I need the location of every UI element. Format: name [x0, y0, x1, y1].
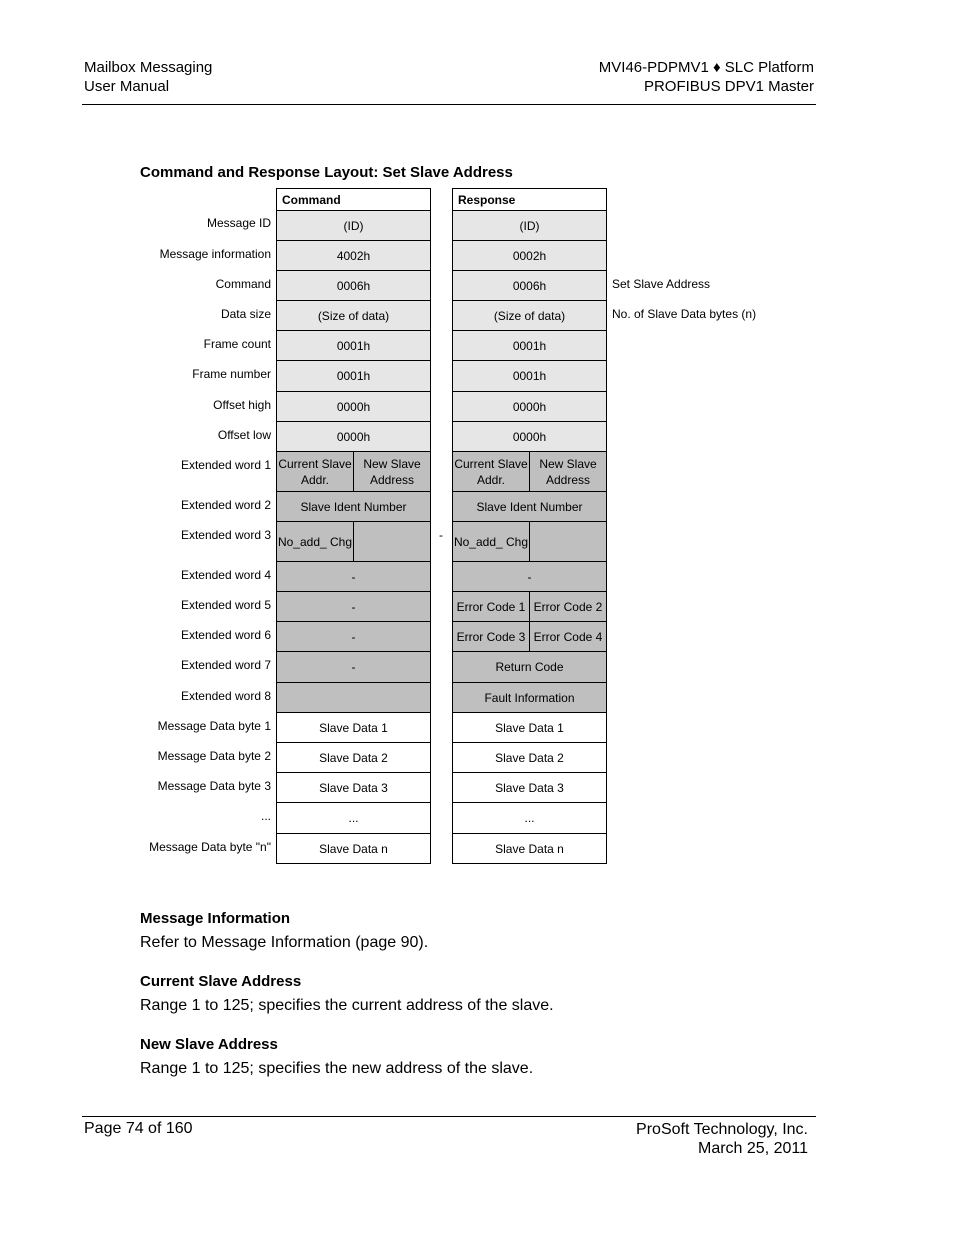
table-cell [276, 492, 431, 522]
row-label: Message information [159, 247, 271, 261]
header-protocol: PROFIBUS DPV1 Master [643, 78, 814, 95]
table-cell [452, 773, 607, 803]
cell-text: 0000h [336, 429, 371, 444]
header-divider [82, 104, 816, 105]
cell-text: Slave Data 1 [495, 720, 564, 735]
row-label: Frame count [203, 337, 271, 351]
table-cell [452, 622, 607, 652]
section-heading: Current Slave Address [140, 973, 302, 990]
cell-text: Slave Data 2 [319, 750, 388, 765]
table-cell [276, 361, 431, 392]
section-body: Range 1 to 125; specifies the current address of the slave. [140, 997, 554, 1014]
cell-text: 4002h [336, 248, 371, 263]
table-cell [452, 562, 607, 592]
header-doc-title: Mailbox Messaging [84, 59, 213, 76]
table-cell [452, 683, 607, 713]
table-cell [452, 422, 607, 452]
footer-date: March 25, 2011 [698, 1140, 808, 1157]
table-cell [276, 422, 431, 452]
row-label: Offset high [213, 398, 271, 412]
row-label: ... [260, 809, 271, 823]
section-heading: New Slave Address [140, 1036, 278, 1053]
response-header: Response [452, 188, 607, 211]
row-description: No. of Slave Data bytes (n) [612, 307, 757, 321]
table-cell [452, 652, 607, 683]
row-label: Message Data byte 2 [157, 749, 271, 763]
table-cell [452, 392, 607, 422]
cell-text: Slave Data 3 [319, 780, 388, 795]
page-number: Page 74 of 160 [84, 1120, 193, 1137]
table-cell [276, 803, 431, 834]
footer-company: ProSoft Technology, Inc. [636, 1121, 808, 1138]
table-cell [452, 492, 607, 522]
cell-text: Slave Data 1 [319, 720, 388, 735]
table-cell [276, 592, 431, 622]
table-cell [276, 622, 431, 652]
cell-text: New Slave Address [353, 452, 430, 491]
row-description: Set Slave Address [612, 277, 711, 291]
cell-text: Slave Data 2 [495, 750, 564, 765]
command-header: Command [276, 188, 431, 211]
cell-text: (Size of data) [317, 308, 390, 323]
row-label: Extended word 2 [180, 498, 271, 512]
footer-right [636, 1120, 808, 1158]
section-heading: Message Information [140, 910, 291, 927]
cell-text: ... [348, 811, 359, 825]
table-cell [452, 211, 607, 241]
cell-text: Error Code 4 [529, 622, 606, 651]
table-cell [452, 331, 607, 361]
table-cell [452, 834, 607, 864]
cell-text: - [527, 569, 532, 584]
row-label: Extended word 4 [180, 568, 271, 582]
cell-text: 0001h [336, 338, 371, 353]
table-cell [276, 562, 431, 592]
cell-text: 0006h [512, 278, 547, 293]
footer-divider [82, 1116, 816, 1117]
cell-text: New Slave Address [529, 452, 606, 491]
row-label: Message Data byte 1 [157, 719, 271, 733]
cell-text [529, 522, 606, 561]
cell-text: Error Code 1 [456, 599, 526, 614]
header-left [84, 58, 212, 96]
header-product: MVI46-PDPMV1 ♦ SLC Platform [598, 59, 814, 76]
header-doc-type: User Manual [84, 78, 170, 95]
table-cell [452, 743, 607, 773]
cell-text: - [351, 660, 356, 674]
cell-text: 0000h [336, 399, 371, 414]
table-cell [276, 271, 431, 301]
cell-text: 0000h [512, 399, 547, 414]
row-label: Extended word 5 [180, 598, 271, 612]
table-cell [452, 361, 607, 392]
cell-text: (Size of data) [493, 308, 566, 323]
table-cell [276, 652, 431, 683]
cell-text: Current Slave Addr. [454, 456, 528, 487]
row-label: Message Data byte 3 [157, 779, 271, 793]
cell-text: Return Code [495, 660, 564, 674]
cell-text: Current Slave Addr. [278, 456, 352, 487]
cell-text: Slave Data n [495, 841, 564, 856]
cell-text: Slave Data n [319, 841, 388, 856]
row-label: Extended word 1 [180, 458, 271, 472]
cell-text: 0000h [512, 429, 547, 444]
table-cell [276, 392, 431, 422]
table-cell [276, 211, 431, 241]
cell-text: No_add_ Chg [453, 534, 529, 549]
cell-text: 0001h [336, 369, 371, 383]
cell-text [353, 522, 430, 561]
row-label: Message Data byte "n" [149, 840, 271, 854]
separator-dash: - [439, 528, 443, 542]
table-cell [276, 301, 431, 331]
cell-text: Slave Ident Number [476, 499, 583, 514]
table-cell [276, 452, 431, 492]
cell-text: (ID) [519, 218, 540, 233]
cell-text: Slave Ident Number [300, 499, 407, 514]
row-label: Command [215, 277, 271, 291]
row-label: Extended word 6 [180, 628, 271, 642]
table-cell [276, 773, 431, 803]
cell-text: - [351, 599, 356, 614]
cell-text: Fault Information [484, 690, 575, 705]
table-cell [276, 241, 431, 271]
table-cell [276, 331, 431, 361]
cell-text: No_add_ Chg [277, 534, 353, 549]
table-cell [276, 522, 431, 562]
row-label: Extended word 7 [180, 658, 271, 672]
row-label: Message ID [206, 216, 271, 230]
cell-text: 0001h [512, 338, 547, 353]
table-cell [452, 803, 607, 834]
cell-text: 0001h [512, 369, 547, 383]
cell-text: ... [524, 811, 535, 825]
table-cell [452, 592, 607, 622]
table-cell [452, 301, 607, 331]
table-cell [452, 241, 607, 271]
row-label: Extended word 8 [180, 689, 271, 703]
table-cell [452, 522, 607, 562]
cell-text: 0006h [336, 278, 371, 293]
cell-text: (ID) [343, 218, 364, 233]
section-body: Range 1 to 125; specifies the new address of the slave. [140, 1060, 534, 1077]
cell-text: - [351, 569, 356, 584]
cell-text: Error Code 2 [529, 592, 606, 621]
cell-text: - [351, 629, 356, 644]
table-title: Command and Response Layout: Set Slave Address [140, 164, 513, 181]
header-right [599, 58, 814, 96]
table-cell [276, 713, 431, 743]
table-cell [276, 743, 431, 773]
cell-text: Error Code 3 [456, 629, 526, 644]
table-cell [452, 452, 607, 492]
row-label: Data size [220, 307, 271, 321]
row-label: Frame number [192, 367, 271, 381]
row-label: Offset low [217, 428, 271, 442]
section-body: Refer to Message Information (page 90). [140, 934, 429, 951]
table-cell [452, 713, 607, 743]
cell-text: 0002h [512, 248, 547, 263]
table-cell [276, 834, 431, 864]
table-cell [452, 271, 607, 301]
cell-text: Slave Data 3 [495, 780, 564, 795]
row-label: Extended word 3 [180, 528, 271, 542]
table-cell [276, 683, 431, 713]
